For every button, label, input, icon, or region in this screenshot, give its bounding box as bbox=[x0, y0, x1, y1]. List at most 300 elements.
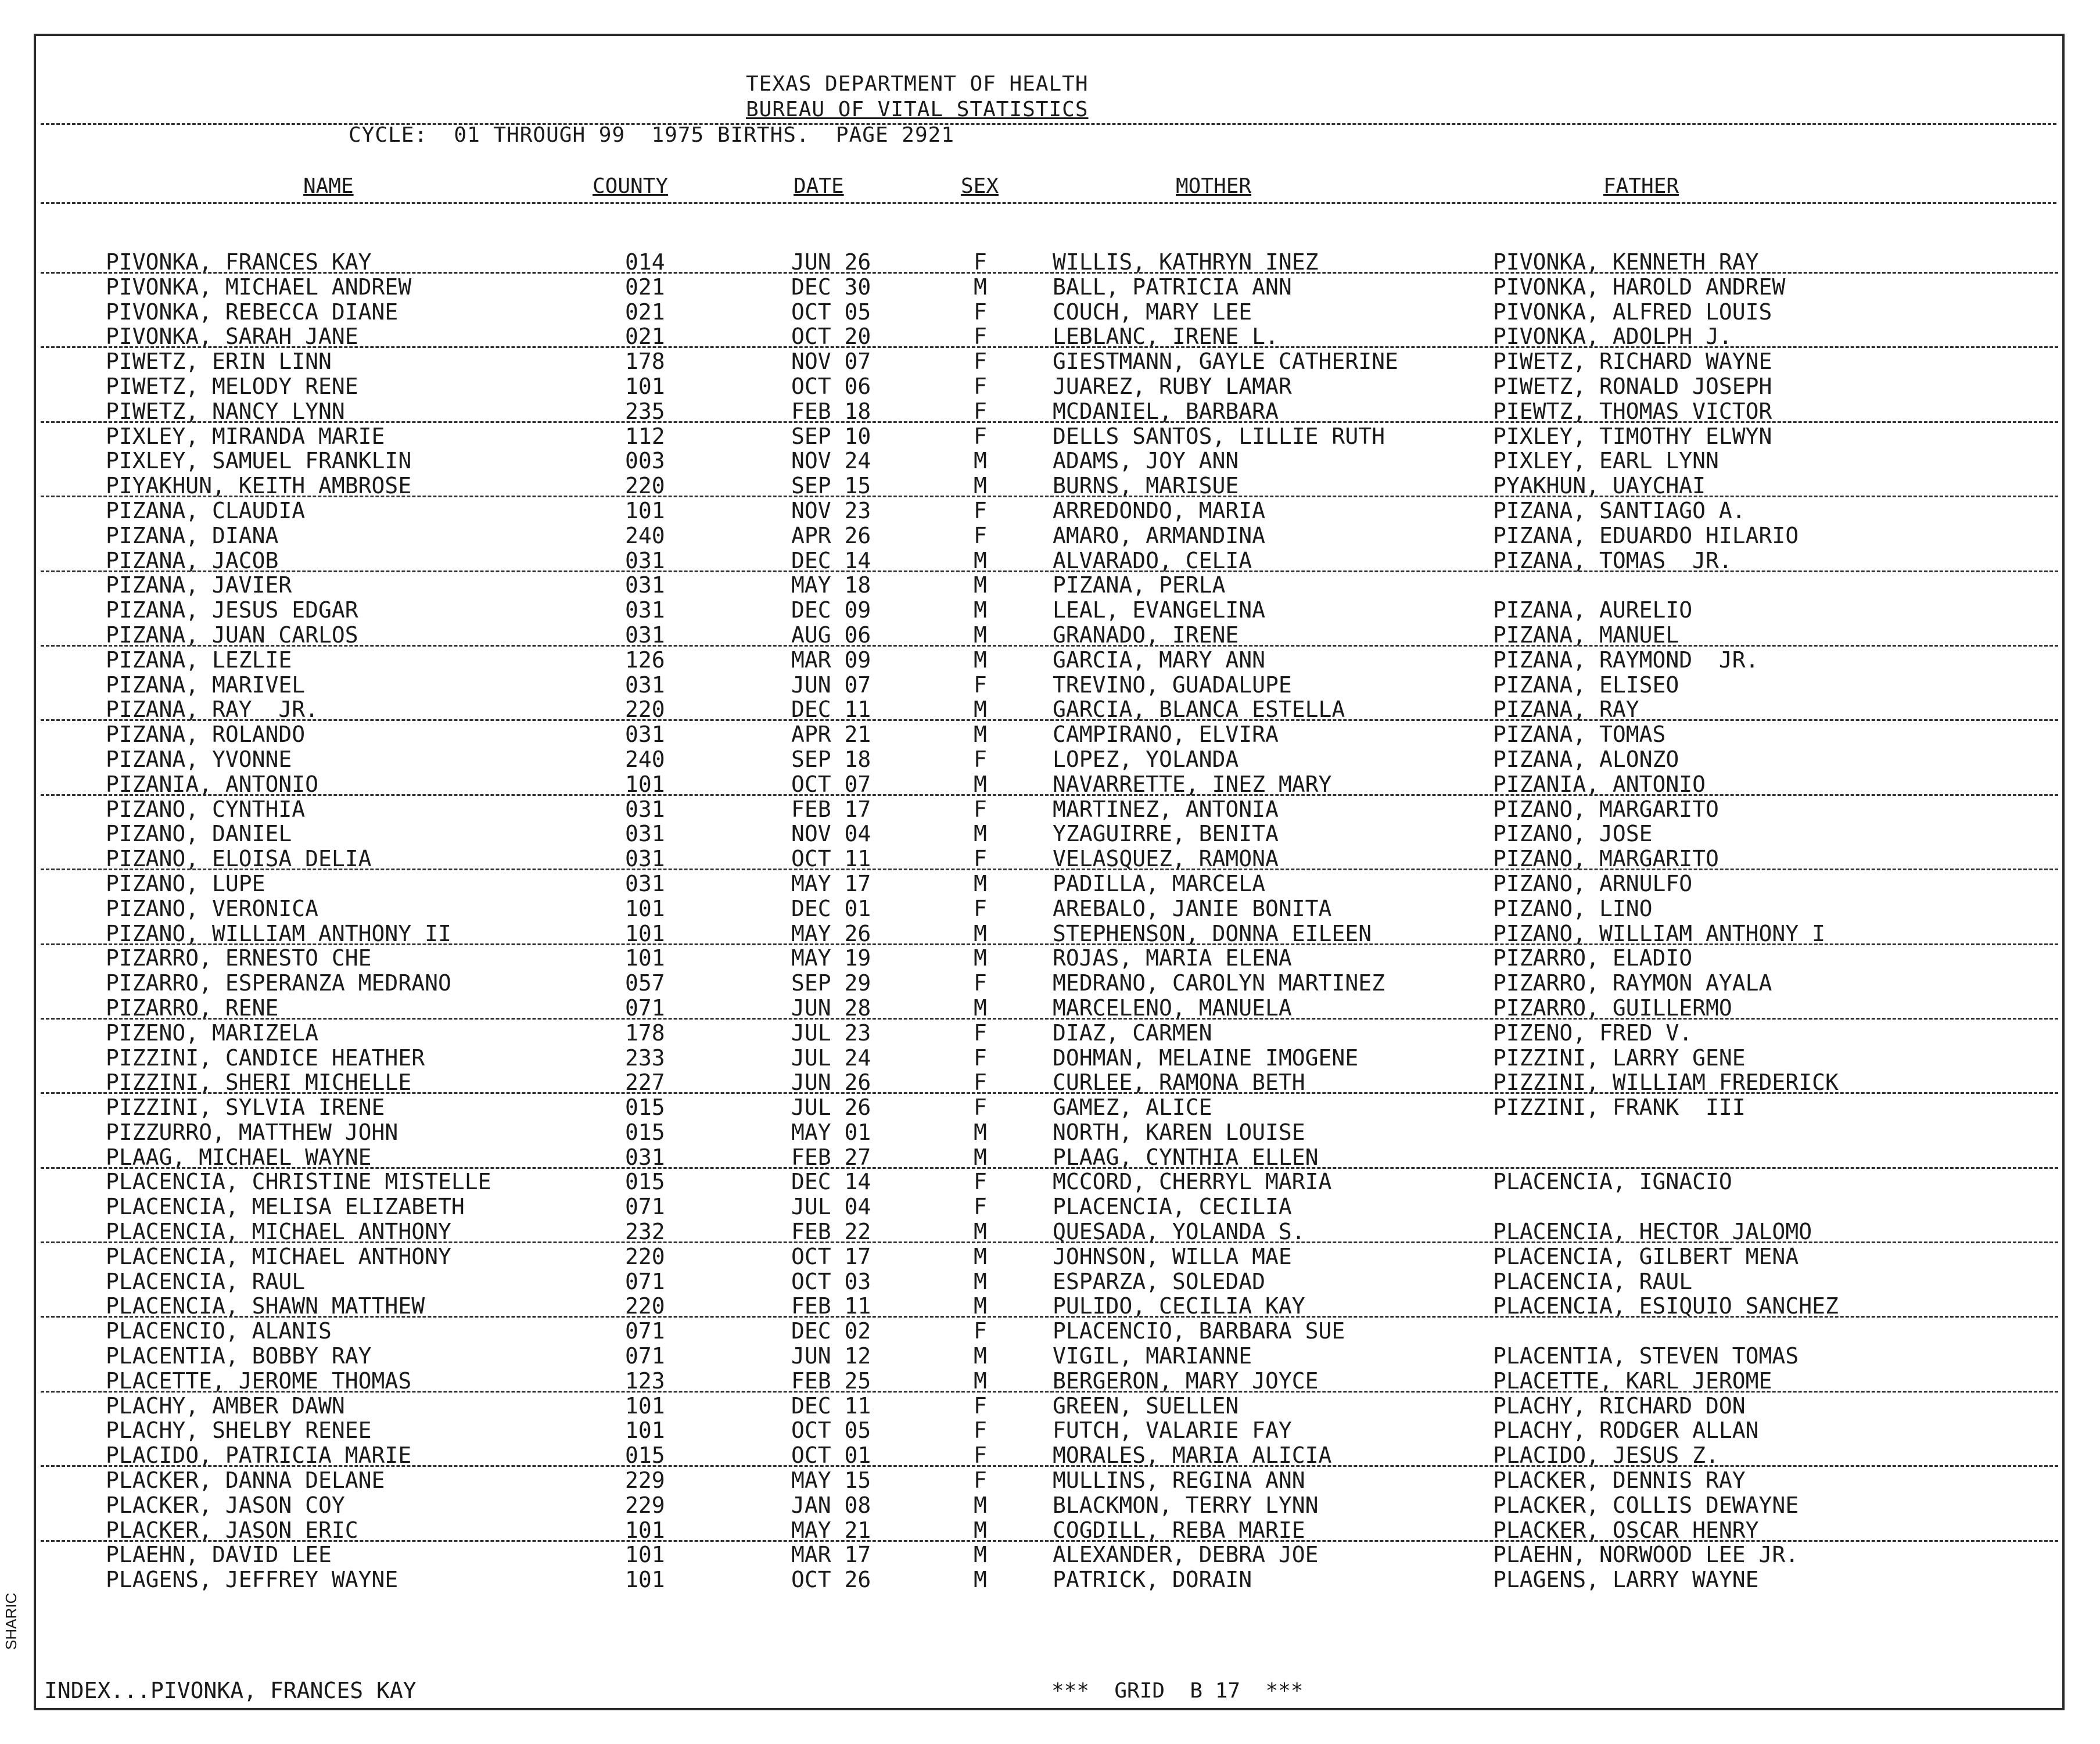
cell-father: PIZANA, RAY bbox=[1493, 697, 1639, 723]
cell-date: SEP 29 bbox=[791, 970, 871, 996]
cell-father: PIXLEY, EARL LYNN bbox=[1493, 448, 1719, 474]
cell-father: PLACENCIA, RAUL bbox=[1493, 1268, 1693, 1294]
cell-father: PLAGENS, LARRY WAYNE bbox=[1493, 1567, 1759, 1593]
cell-date: JUN 26 bbox=[791, 249, 871, 275]
cell-date: OCT 11 bbox=[791, 846, 871, 872]
cell-father: PIZANO, LINO bbox=[1493, 895, 1653, 921]
cell-mother: FUTCH, VALARIE FAY bbox=[1053, 1418, 1292, 1444]
cell-father: PIZANA, TOMAS bbox=[1493, 722, 1666, 748]
cell-county: 031 bbox=[625, 622, 665, 648]
cell-mother: ARREDONDO, MARIA bbox=[1053, 497, 1266, 523]
cell-county: 126 bbox=[625, 647, 665, 673]
table-row bbox=[0, 1269, 2100, 1294]
cell-name: PIVONKA, FRANCES KAY bbox=[106, 249, 372, 275]
cell-county: 229 bbox=[625, 1467, 665, 1494]
cell-father: PLACENCIA, IGNACIO bbox=[1493, 1169, 1732, 1195]
cell-county: 031 bbox=[625, 547, 665, 573]
agency-title: TEXAS DEPARTMENT OF HEALTH bbox=[746, 72, 1089, 96]
table-row bbox=[0, 697, 2100, 722]
cell-date: JUL 26 bbox=[791, 1095, 871, 1121]
cell-mother: PLACENCIA, CECILIA bbox=[1053, 1194, 1292, 1220]
cell-date: SEP 18 bbox=[791, 746, 871, 772]
cell-father: PIZANA, EDUARDO HILARIO bbox=[1493, 522, 1799, 548]
cell-mother: NAVARRETTE, INEZ MARY bbox=[1053, 771, 1332, 797]
cell-sex: M bbox=[974, 547, 987, 573]
col-date-header: DATE bbox=[794, 174, 844, 198]
cell-date: APR 26 bbox=[791, 522, 871, 548]
table-row bbox=[0, 598, 2100, 623]
cell-date: FEB 22 bbox=[791, 1219, 871, 1245]
cell-name: PIZANA, YVONNE bbox=[106, 746, 292, 772]
cell-county: 220 bbox=[625, 697, 665, 723]
cell-date: OCT 03 bbox=[791, 1268, 871, 1294]
cell-sex: F bbox=[974, 324, 987, 350]
cell-mother: LOPEZ, YOLANDA bbox=[1053, 746, 1239, 772]
cell-name: PIZANO, ELOISA DELIA bbox=[106, 846, 372, 872]
cell-father: PIZZINI, WILLIAM FREDERICK bbox=[1493, 1070, 1839, 1096]
cell-county: 123 bbox=[625, 1368, 665, 1394]
cell-name: PIZANO, WILLIAM ANTHONY II bbox=[106, 920, 451, 946]
cell-sex: M bbox=[974, 448, 987, 474]
cell-date: FEB 18 bbox=[791, 398, 871, 424]
cell-mother: TREVINO, GUADALUPE bbox=[1053, 672, 1292, 698]
cell-name: PLACENCIO, ALANIS bbox=[106, 1318, 332, 1344]
cell-mother: GARCIA, MARY ANN bbox=[1053, 647, 1266, 673]
cell-name: PLACIDO, PATRICIA MARIE bbox=[106, 1442, 412, 1469]
col-name-header: NAME bbox=[303, 174, 354, 198]
cell-mother: MULLINS, REGINA ANN bbox=[1053, 1467, 1305, 1494]
cell-date: NOV 04 bbox=[791, 821, 871, 847]
cell-date: SEP 15 bbox=[791, 473, 871, 499]
cell-name: PIZANA, JACOB bbox=[106, 547, 279, 573]
cell-county: 101 bbox=[625, 497, 665, 523]
cell-mother: DIAZ, CARMEN bbox=[1053, 1020, 1212, 1046]
cell-county: 071 bbox=[625, 1318, 665, 1344]
cell-sex: M bbox=[974, 995, 987, 1021]
cell-name: PIZANA, CLAUDIA bbox=[106, 497, 306, 523]
cell-father: PLACHY, RODGER ALLAN bbox=[1493, 1418, 1759, 1444]
cell-date: NOV 24 bbox=[791, 448, 871, 474]
cell-county: 031 bbox=[625, 572, 665, 598]
cell-mother: CAMPIRANO, ELVIRA bbox=[1053, 722, 1279, 748]
cell-sex: M bbox=[974, 1119, 987, 1145]
cell-date: FEB 25 bbox=[791, 1368, 871, 1394]
cell-father: PLACENTIA, STEVEN TOMAS bbox=[1493, 1343, 1799, 1369]
table-row bbox=[0, 1021, 2100, 1046]
cell-mother: PIZANA, PERLA bbox=[1053, 572, 1226, 598]
table-row bbox=[0, 772, 2100, 797]
cell-date: MAY 18 bbox=[791, 572, 871, 598]
cell-name: PIYAKHUN, KEITH AMBROSE bbox=[106, 473, 412, 499]
cell-name: PIZANA, RAY JR. bbox=[106, 697, 319, 723]
cell-date: FEB 11 bbox=[791, 1293, 871, 1319]
cell-date: DEC 30 bbox=[791, 274, 871, 300]
cell-father: PLACENCIA, ESIQUIO SANCHEZ bbox=[1493, 1293, 1839, 1319]
cell-county: 101 bbox=[625, 1393, 665, 1419]
cell-name: PLACENCIA, SHAWN MATTHEW bbox=[106, 1293, 425, 1319]
cell-mother: MEDRANO, CAROLYN MARTINEZ bbox=[1053, 970, 1385, 996]
cell-county: 015 bbox=[625, 1119, 665, 1145]
cell-sex: F bbox=[974, 497, 987, 523]
cell-county: 071 bbox=[625, 1194, 665, 1220]
cell-date: JUN 07 bbox=[791, 672, 871, 698]
cell-father: PIZZINI, FRANK III bbox=[1493, 1095, 1746, 1121]
cell-name: PIZANA, LEZLIE bbox=[106, 647, 292, 673]
cell-mother: COUCH, MARY LEE bbox=[1053, 299, 1252, 325]
cell-date: OCT 17 bbox=[791, 1243, 871, 1269]
cell-date: OCT 06 bbox=[791, 373, 871, 399]
cell-mother: PLAAG, CYNTHIA ELLEN bbox=[1053, 1144, 1319, 1170]
cell-mother: GIESTMANN, GAYLE CATHERINE bbox=[1053, 349, 1398, 375]
cell-sex: M bbox=[974, 1219, 987, 1245]
cell-mother: MORALES, MARIA ALICIA bbox=[1053, 1442, 1332, 1469]
col-county-header: COUNTY bbox=[593, 174, 669, 198]
cell-father: PLACENCIA, GILBERT MENA bbox=[1493, 1243, 1799, 1269]
table-row bbox=[0, 1567, 2100, 1592]
cell-mother: MCDANIEL, BARBARA bbox=[1053, 398, 1279, 424]
cell-name: PIZARRO, ESPERANZA MEDRANO bbox=[106, 970, 451, 996]
cell-mother: CURLEE, RAMONA BETH bbox=[1053, 1070, 1305, 1096]
table-row bbox=[0, 722, 2100, 747]
cell-name: PIZZURRO, MATTHEW JOHN bbox=[106, 1119, 399, 1145]
table-row bbox=[0, 673, 2100, 698]
table-row bbox=[0, 1169, 2100, 1194]
grid-footer: *** GRID B 17 *** bbox=[1051, 1679, 1304, 1703]
cell-mother: ALEXANDER, DEBRA JOE bbox=[1053, 1542, 1319, 1568]
cell-county: 021 bbox=[625, 324, 665, 350]
cell-mother: ALVARADO, CELIA bbox=[1053, 547, 1252, 573]
cell-county: 229 bbox=[625, 1492, 665, 1518]
cell-sex: F bbox=[974, 1418, 987, 1444]
cell-date: MAY 19 bbox=[791, 945, 871, 971]
cell-sex: M bbox=[974, 1293, 987, 1319]
cell-father: PLACETTE, KARL JEROME bbox=[1493, 1368, 1772, 1394]
cell-date: JAN 08 bbox=[791, 1492, 871, 1518]
birth-records-table bbox=[0, 250, 2100, 1592]
table-row bbox=[0, 1194, 2100, 1219]
cell-sex: F bbox=[974, 423, 987, 449]
cell-name: PLACENCIA, MICHAEL ANTHONY bbox=[106, 1219, 451, 1245]
cell-father: PIZARRO, ELADIO bbox=[1493, 945, 1693, 971]
cell-sex: M bbox=[974, 771, 987, 797]
table-row bbox=[0, 846, 2100, 871]
cell-father: PIWETZ, RICHARD WAYNE bbox=[1493, 349, 1772, 375]
cell-county: 031 bbox=[625, 796, 665, 822]
cell-date: JUL 23 bbox=[791, 1020, 871, 1046]
cell-name: PIWETZ, NANCY LYNN bbox=[106, 398, 345, 424]
cell-father: PIWETZ, RONALD JOSEPH bbox=[1493, 373, 1772, 399]
cell-name: PIZANO, VERONICA bbox=[106, 895, 319, 921]
cell-father: PIZZINI, LARRY GENE bbox=[1493, 1045, 1746, 1071]
cell-name: PLACENCIA, CHRISTINE MISTELLE bbox=[106, 1169, 491, 1195]
table-row bbox=[0, 1418, 2100, 1443]
cell-name: PIVONKA, MICHAEL ANDREW bbox=[106, 274, 412, 300]
cell-name: PIXLEY, MIRANDA MARIE bbox=[106, 423, 385, 449]
cell-date: JUN 12 bbox=[791, 1343, 871, 1369]
cell-mother: VIGIL, MARIANNE bbox=[1053, 1343, 1252, 1369]
cell-county: 227 bbox=[625, 1070, 665, 1096]
cell-date: OCT 01 bbox=[791, 1442, 871, 1469]
cell-date: FEB 17 bbox=[791, 796, 871, 822]
cell-sex: F bbox=[974, 746, 987, 772]
cell-mother: GARCIA, BLANCA ESTELLA bbox=[1053, 697, 1345, 723]
cell-sex: M bbox=[974, 920, 987, 946]
cell-date: OCT 26 bbox=[791, 1567, 871, 1593]
cell-name: PIZANA, MARIVEL bbox=[106, 672, 306, 698]
cell-father: PLAEHN, NORWOOD LEE JR. bbox=[1493, 1542, 1799, 1568]
cell-name: PIZANO, CYNTHIA bbox=[106, 796, 306, 822]
table-row bbox=[0, 250, 2100, 275]
table-row bbox=[0, 324, 2100, 349]
cell-date: APR 21 bbox=[791, 722, 871, 748]
cell-name: PIVONKA, REBECCA DIANE bbox=[106, 299, 399, 325]
table-row bbox=[0, 871, 2100, 896]
cell-sex: F bbox=[974, 1318, 987, 1344]
cell-mother: ESPARZA, SOLEDAD bbox=[1053, 1268, 1266, 1294]
cell-father: PLACKER, OSCAR HENRY bbox=[1493, 1517, 1759, 1543]
index-footer: INDEX...PIVONKA, FRANCES KAY bbox=[44, 1678, 417, 1703]
cell-father: PIVONKA, ADOLPH J. bbox=[1493, 324, 1732, 350]
cell-mother: BURNS, MARISUE bbox=[1053, 473, 1239, 499]
cell-mother: LEBLANC, IRENE L. bbox=[1053, 324, 1279, 350]
table-row bbox=[0, 921, 2100, 946]
cell-name: PIXLEY, SAMUEL FRANKLIN bbox=[106, 448, 412, 474]
table-row bbox=[0, 349, 2100, 374]
cell-date: FEB 27 bbox=[791, 1144, 871, 1170]
cell-date: DEC 14 bbox=[791, 547, 871, 573]
cell-date: NOV 07 bbox=[791, 349, 871, 375]
cell-sex: M bbox=[974, 572, 987, 598]
cell-county: 071 bbox=[625, 1268, 665, 1294]
cell-mother: PULIDO, CECILIA KAY bbox=[1053, 1293, 1305, 1319]
cell-mother: MCCORD, CHERRYL MARIA bbox=[1053, 1169, 1332, 1195]
table-row bbox=[0, 498, 2100, 523]
cell-father: PIZANA, ELISEO bbox=[1493, 672, 1679, 698]
cell-name: PIZANA, JESUS EDGAR bbox=[106, 597, 358, 623]
cell-sex: M bbox=[974, 1243, 987, 1269]
cell-mother: YZAGUIRRE, BENITA bbox=[1053, 821, 1279, 847]
cell-father: PIZANA, RAYMOND JR. bbox=[1493, 647, 1759, 673]
cell-mother: PLACENCIO, BARBARA SUE bbox=[1053, 1318, 1345, 1344]
table-row bbox=[0, 1319, 2100, 1344]
cell-name: PLAAG, MICHAEL WAYNE bbox=[106, 1144, 372, 1170]
cell-county: 015 bbox=[625, 1442, 665, 1469]
cell-name: PLACKER, DANNA DELANE bbox=[106, 1467, 385, 1494]
cell-county: 057 bbox=[625, 970, 665, 996]
table-row bbox=[0, 1244, 2100, 1269]
cell-sex: M bbox=[974, 1542, 987, 1568]
cell-sex: M bbox=[974, 945, 987, 971]
cell-mother: BALL, PATRICIA ANN bbox=[1053, 274, 1292, 300]
cell-father: PIZARRO, GUILLERMO bbox=[1493, 995, 1732, 1021]
cell-county: 178 bbox=[625, 349, 665, 375]
cell-mother: DELLS SANTOS, LILLIE RUTH bbox=[1053, 423, 1385, 449]
cell-county: 014 bbox=[625, 249, 665, 275]
cell-sex: M bbox=[974, 722, 987, 748]
cell-sex: M bbox=[974, 597, 987, 623]
cell-county: 232 bbox=[625, 1219, 665, 1245]
cell-mother: MARCELENO, MANUELA bbox=[1053, 995, 1292, 1021]
cell-date: OCT 05 bbox=[791, 299, 871, 325]
table-row bbox=[0, 523, 2100, 548]
cell-name: PIWETZ, ERIN LINN bbox=[106, 349, 332, 375]
cell-mother: JOHNSON, WILLA MAE bbox=[1053, 1243, 1292, 1269]
cell-name: PIZANO, DANIEL bbox=[106, 821, 292, 847]
cell-sex: F bbox=[974, 522, 987, 548]
cell-father: PYAKHUN, UAYCHAI bbox=[1493, 473, 1706, 499]
cell-county: 021 bbox=[625, 274, 665, 300]
table-row bbox=[0, 1070, 2100, 1095]
cell-father: PIXLEY, TIMOTHY ELWYN bbox=[1493, 423, 1772, 449]
cell-father: PLACKER, COLLIS DEWAYNE bbox=[1493, 1492, 1799, 1518]
cell-county: 015 bbox=[625, 1095, 665, 1121]
cell-county: 235 bbox=[625, 398, 665, 424]
cell-name: PIZZINI, SYLVIA IRENE bbox=[106, 1095, 385, 1121]
cell-date: MAR 09 bbox=[791, 647, 871, 673]
cell-county: 101 bbox=[625, 771, 665, 797]
table-row bbox=[0, 1219, 2100, 1244]
cell-sex: F bbox=[974, 895, 987, 921]
cell-county: 031 bbox=[625, 821, 665, 847]
cell-date: JUL 04 bbox=[791, 1194, 871, 1220]
table-row bbox=[0, 300, 2100, 325]
cell-father: PIZANA, MANUEL bbox=[1493, 622, 1679, 648]
cell-name: PIZANA, DIANA bbox=[106, 522, 279, 548]
cell-father: PIZANA, TOMAS JR. bbox=[1493, 547, 1732, 573]
cell-sex: F bbox=[974, 970, 987, 996]
cell-mother: ADAMS, JOY ANN bbox=[1053, 448, 1239, 474]
cell-father: PIZENO, FRED V. bbox=[1493, 1020, 1693, 1046]
cell-name: PIVONKA, SARAH JANE bbox=[106, 324, 358, 350]
cell-date: MAY 17 bbox=[791, 870, 871, 896]
cell-name: PLACENTIA, BOBBY RAY bbox=[106, 1343, 372, 1369]
col-mother-header: MOTHER bbox=[1176, 174, 1252, 198]
cell-county: 031 bbox=[625, 870, 665, 896]
cell-father: PIZANO, JOSE bbox=[1493, 821, 1653, 847]
cell-name: PLACHY, AMBER DAWN bbox=[106, 1393, 345, 1419]
cell-county: 071 bbox=[625, 995, 665, 1021]
cell-mother: AMARO, ARMANDINA bbox=[1053, 522, 1266, 548]
table-row bbox=[0, 399, 2100, 424]
cell-county: 101 bbox=[625, 920, 665, 946]
table-row bbox=[0, 1294, 2100, 1319]
table-row bbox=[0, 1369, 2100, 1394]
cell-mother: STEPHENSON, DONNA EILEEN bbox=[1053, 920, 1372, 946]
cell-date: DEC 11 bbox=[791, 1393, 871, 1419]
cell-mother: GREEN, SUELLEN bbox=[1053, 1393, 1239, 1419]
table-row bbox=[0, 275, 2100, 300]
table-row bbox=[0, 1542, 2100, 1567]
cell-sex: F bbox=[974, 373, 987, 399]
cell-date: JUL 24 bbox=[791, 1045, 871, 1071]
cell-mother: QUESADA, YOLANDA S. bbox=[1053, 1219, 1305, 1245]
cell-name: PLACHY, SHELBY RENEE bbox=[106, 1418, 372, 1444]
cell-county: 015 bbox=[625, 1169, 665, 1195]
cell-father: PIZANO, WILLIAM ANTHONY I bbox=[1493, 920, 1825, 946]
cell-date: OCT 07 bbox=[791, 771, 871, 797]
cell-county: 240 bbox=[625, 522, 665, 548]
table-row bbox=[0, 1120, 2100, 1145]
cell-sex: M bbox=[974, 870, 987, 896]
table-row bbox=[0, 424, 2100, 449]
cell-mother: AREBALO, JANIE BONITA bbox=[1053, 895, 1332, 921]
cell-sex: F bbox=[974, 1194, 987, 1220]
table-row bbox=[0, 374, 2100, 399]
cell-county: 112 bbox=[625, 423, 665, 449]
cell-name: PLAEHN, DAVID LEE bbox=[106, 1542, 332, 1568]
cell-sex: F bbox=[974, 249, 987, 275]
cell-father: PIZANA, SANTIAGO A. bbox=[1493, 497, 1746, 523]
cell-date: OCT 05 bbox=[791, 1418, 871, 1444]
cell-sex: M bbox=[974, 274, 987, 300]
cell-mother: PATRICK, DORAIN bbox=[1053, 1567, 1252, 1593]
table-row bbox=[0, 797, 2100, 822]
cell-county: 101 bbox=[625, 895, 665, 921]
cell-sex: M bbox=[974, 1343, 987, 1369]
cell-date: MAY 15 bbox=[791, 1467, 871, 1494]
cell-father: PLACIDO, JESUS Z. bbox=[1493, 1442, 1719, 1469]
cell-mother: PADILLA, MARCELA bbox=[1053, 870, 1266, 896]
cell-name: PIZANA, JUAN CARLOS bbox=[106, 622, 358, 648]
cell-sex: M bbox=[974, 697, 987, 723]
cell-name: PIZZINI, CANDICE HEATHER bbox=[106, 1045, 425, 1071]
cell-date: MAY 26 bbox=[791, 920, 871, 946]
cell-sex: M bbox=[974, 821, 987, 847]
side-tag: SHARIC bbox=[2, 1592, 20, 1650]
cell-father: PIZANO, MARGARITO bbox=[1493, 796, 1719, 822]
cell-mother: ROJAS, MARIA ELENA bbox=[1053, 945, 1292, 971]
cell-mother: NORTH, KAREN LOUISE bbox=[1053, 1119, 1305, 1145]
cell-date: DEC 14 bbox=[791, 1169, 871, 1195]
cell-date: AUG 06 bbox=[791, 622, 871, 648]
cell-date: MAY 21 bbox=[791, 1517, 871, 1543]
cell-county: 233 bbox=[625, 1045, 665, 1071]
cell-county: 101 bbox=[625, 1542, 665, 1568]
cell-date: OCT 20 bbox=[791, 324, 871, 350]
cell-sex: F bbox=[974, 672, 987, 698]
cell-sex: F bbox=[974, 1393, 987, 1419]
cell-sex: F bbox=[974, 299, 987, 325]
cell-name: PIZANA, ROLANDO bbox=[106, 722, 306, 748]
table-row bbox=[0, 971, 2100, 996]
cell-sex: M bbox=[974, 1144, 987, 1170]
table-row bbox=[0, 996, 2100, 1021]
table-row bbox=[0, 1443, 2100, 1468]
cell-father: PLACKER, DENNIS RAY bbox=[1493, 1467, 1746, 1494]
table-row bbox=[0, 1145, 2100, 1170]
cell-sex: F bbox=[974, 1020, 987, 1046]
cell-sex: F bbox=[974, 349, 987, 375]
cell-mother: LEAL, EVANGELINA bbox=[1053, 597, 1266, 623]
cell-sex: M bbox=[974, 1567, 987, 1593]
table-row bbox=[0, 1468, 2100, 1493]
cell-date: DEC 11 bbox=[791, 697, 871, 723]
table-row bbox=[0, 473, 2100, 498]
cell-county: 240 bbox=[625, 746, 665, 772]
cell-county: 220 bbox=[625, 1243, 665, 1269]
cell-father: PIVONKA, KENNETH RAY bbox=[1493, 249, 1759, 275]
table-row bbox=[0, 623, 2100, 648]
cell-county: 101 bbox=[625, 1517, 665, 1543]
cell-date: MAY 01 bbox=[791, 1119, 871, 1145]
table-row bbox=[0, 1344, 2100, 1369]
cell-county: 178 bbox=[625, 1020, 665, 1046]
cell-sex: F bbox=[974, 1169, 987, 1195]
cell-sex: M bbox=[974, 1517, 987, 1543]
cell-name: PIZZINI, SHERI MICHELLE bbox=[106, 1070, 412, 1096]
cell-father: PIVONKA, HAROLD ANDREW bbox=[1493, 274, 1786, 300]
table-row bbox=[0, 448, 2100, 473]
